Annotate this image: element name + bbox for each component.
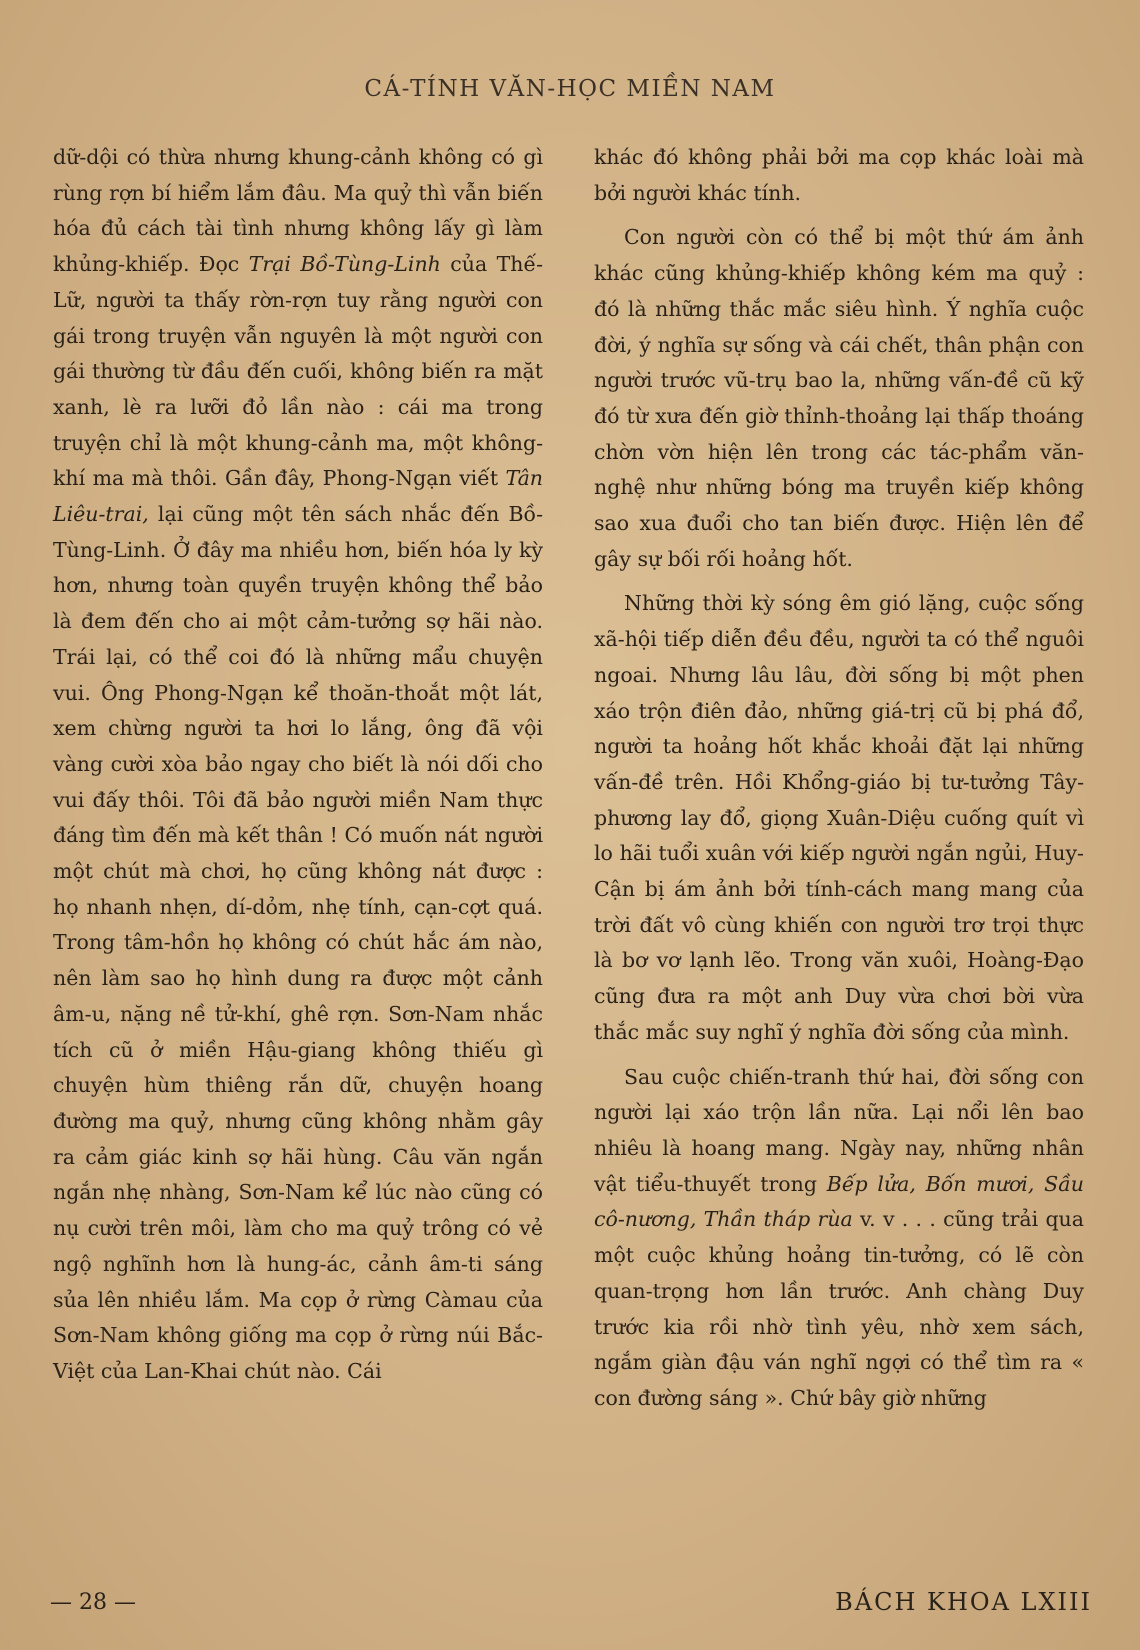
left-p1-text-a: dữ-dội có thừa nhưng khung-cảnh không có gì rùng rợn bí hiểm lắm đâu. Ma quỷ thì vẫn biến hóa đủ cách tài tình nhưng không lấy gì làm khủng-khiếp. Đọc	[53, 145, 543, 277]
left-p1-book-title-2: Tân Liêu-trai,	[53, 466, 543, 527]
right-column	[594, 140, 1084, 1417]
left-p1-text-b: của Thế-Lữ, người ta thấy rờn-rợn tuy rằng người con gái trong truyện vẫn nguyên là một người con gái thường từ đầu đến cuối, không biến ra mặt xanh, lè ra lưỡi đỏ lần nào : cái ma trong truyện chỉ là một khung-cảnh ma, một không-khí ma mà thôi. Gần đây, Phong-Ngạn viết	[53, 252, 544, 491]
running-header: CÁ-TÍNH VĂN-HỌC MIỀN NAM	[364, 76, 776, 102]
right-paragraph-1: khác đó không phải bởi ma cọp khác loài mà bởi người khác tính.	[594, 145, 1084, 205]
right-paragraph-2: Con người còn có thể bị một thứ ám ảnh khác cũng khủng-khiếp không kém ma quỷ : đó là những thắc mắc siêu hình. Ý nghĩa cuộc đời, ý nghĩa sự sống và cái chết, thân phận con người trước vũ-trụ bao la, những vấn-đề cũ kỹ đó từ xưa đến giờ thỉnh-thoảng lại thấp thoáng chờn vờn hiện lên trong các tác-phẩm văn-nghệ như những bóng ma truyền kiếp không sao xua đuổi cho tan biến được. Hiện lên để gây sự bối rối hoảng hốt.	[594, 225, 1084, 571]
right-p4-book-titles: Bếp lửa, Bốn mươi, Sầu cô-nương, Thần tháp rùa	[594, 1171, 1084, 1232]
right-p4-text-b: v. v . . . cũng trải qua một cuộc khủng hoảng tin-tưởng, có lẽ còn quan-trọng hơn lần trước. Anh chàng Duy trước kia rồi nhờ tình yêu, nhờ xem sách, ngắm giàn đậu ván nghĩ ngợi có thể tìm ra « con đường sáng ». Chứ bây giờ những	[594, 1207, 1084, 1410]
right-paragraph-4	[594, 1060, 1084, 1417]
left-column	[53, 140, 543, 1390]
left-p1-book-title-1: Trại Bồ-Tùng-Linh	[248, 252, 441, 277]
right-paragraph-3: Những thời kỳ sóng êm gió lặng, cuộc sống xã-hội tiếp diễn đều đều, người ta có thể nguôi ngoai. Nhưng lâu lâu, đời sống bị một phen xáo trộn điên đảo, những giá-trị cũ bị phá đổ, người ta hoảng hốt khắc khoải đặt lại những vấn-đề trên. Hồi Khổng-giáo bị tư-tưởng Tây-phương lay đổ, giọng Xuân-Diệu cuống quít vì lo hãi tuổi xuân với kiếp người ngắn ngủi, Huy-Cận bị ám ảnh bởi tính-cách mang mang của trời đất vô cùng khiến con người trơ trọi thực là bơ vơ lạnh lẽo. Trong văn xuôi, Hoàng-Đạo cũng đưa ra một anh Duy vừa chơi bời vừa thắc mắc suy nghĩ ý nghĩa đời sống của mình.	[594, 591, 1084, 1044]
magazine-issue: BÁCH KHOA LXIII	[835, 1588, 1092, 1616]
left-paragraph-1	[53, 140, 543, 1390]
page-number: — 28 —	[50, 1590, 136, 1615]
right-p4-text-a: Sau cuộc chiến-tranh thứ hai, đời sống con người lại xáo trộn lần nữa. Lại nổi lên bao nhiêu là hoang mang. Ngày nay, những nhân vật tiểu-thuyết trong	[594, 1064, 1084, 1196]
left-p1-text-c: lại cũng một tên sách nhắc đến Bồ-Tùng-Linh. Ở đây ma nhiều hơn, biến hóa ly kỳ hơn, nhưng toàn quyền truyện không thể bảo là đem đến cho ai một cảm-tưởng sợ hãi nào. Trái lại, có thể coi đó là những mẩu chuyện vui. Ông Phong-Ngạn kể thoăn-thoắt một lát, xem chừng người ta hơi lo lắng, ông đã vội vàng cười xòa bảo ngay cho biết là nói dối cho vui đấy thôi. Tôi đã bảo người miền Nam thực đáng tìm đến mà kết thân ! Có muốn nát người một chút mà chơi, họ cũng không nát được : họ nhanh nhẹn, dí-dỏm, nhẹ tính, cạn-cợt quá. Trong tâm-hồn họ không có chút hắc ám nào, nên làm sao họ hình dung ra được một cảnh âm-u, nặng nề tử-khí, ghê rợn. Sơn-Nam nhắc tích cũ ở miền Hậu-giang không thiếu gì chuyện hùm thiêng rắn dữ, chuyện hoang đường ma quỷ, nhưng cũng không nhằm gây ra cảm giác kinh sợ hãi hùng. Câu văn ngắn ngắn nhẹ nhàng, Sơn-Nam kể lúc nào cũng có nụ cười trên môi, làm cho ma quỷ trông có vẻ ngộ nghĩnh hơn là hung-ác, cảnh âm-ti sáng sủa lên nhiều lắm. Ma cọp ở rừng Càmau của Sơn-Nam không giống ma cọp ở rừng núi Bắc-Việt của Lan-Khai chút nào. Cái	[53, 502, 543, 1383]
